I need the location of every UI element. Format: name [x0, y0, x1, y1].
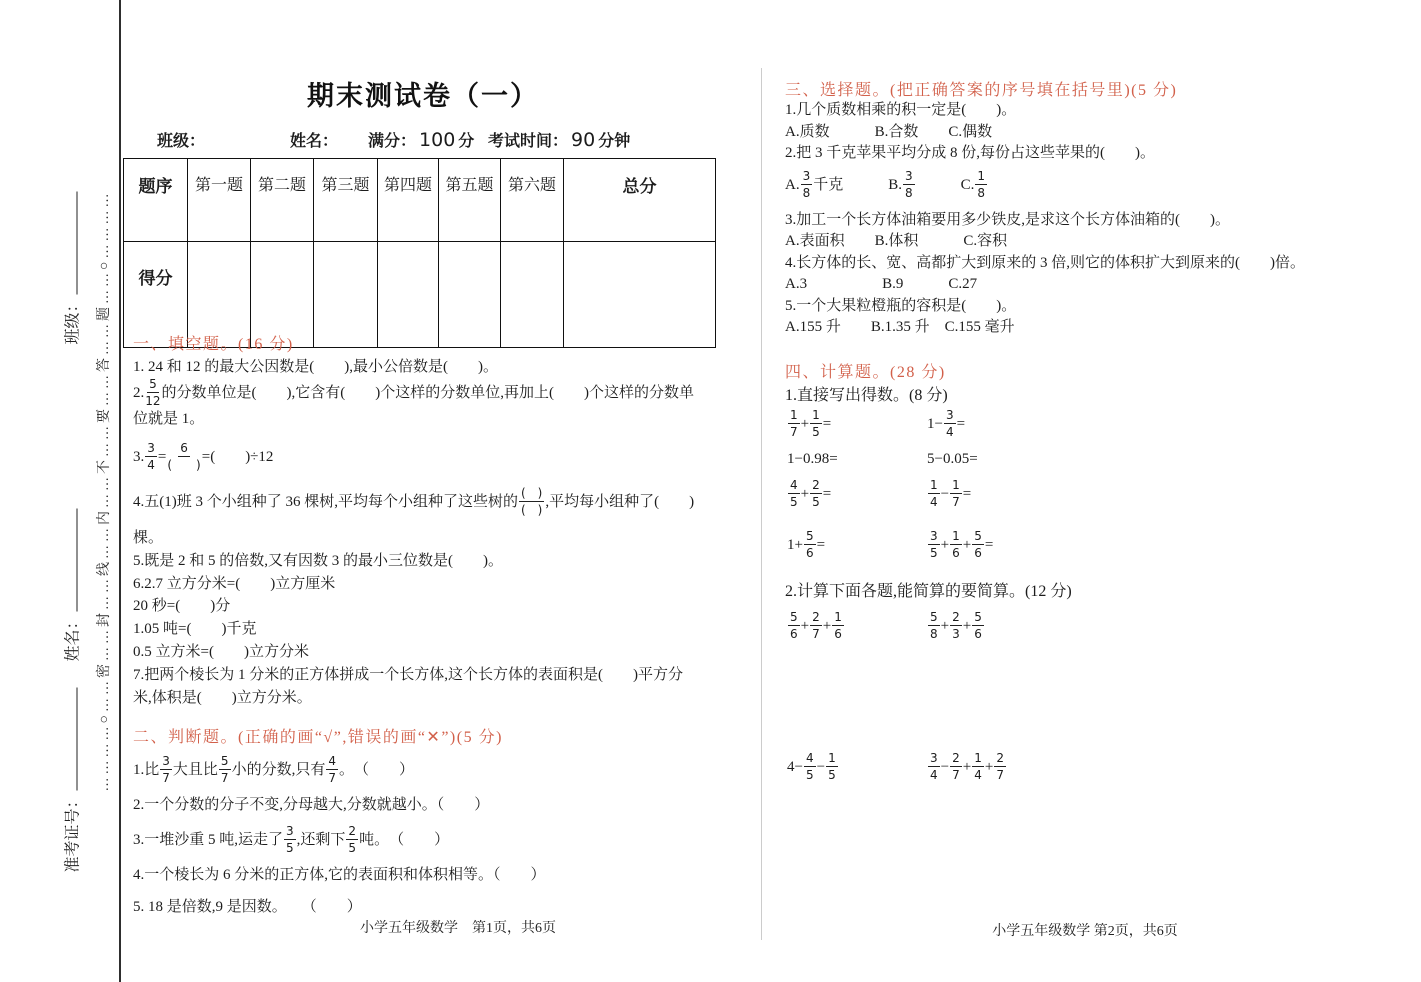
page-2 [785, 0, 1385, 982]
exam-time [488, 128, 630, 151]
fraction: $\frac{5}{8}$ [930, 610, 938, 641]
text-line: A.质数 B.合数 C.偶数 [785, 123, 993, 140]
score-table-col: 第六题 [501, 159, 564, 242]
class-label: 班级： [157, 133, 206, 150]
calc-row [787, 612, 1367, 641]
text-line: 6.2.7 立方分米=( )立方厘米 [133, 576, 336, 592]
fraction: $\frac{2}{5}$ [812, 478, 820, 509]
score-cell [378, 242, 439, 348]
score-table-col: 第四题 [378, 159, 439, 242]
math-expression: 1− $\frac{3}{4}$ = [927, 408, 966, 439]
fraction: $\frac{5}{6}$ [974, 610, 982, 641]
section4-heading: 四、计算题。(28 分) [785, 364, 946, 381]
name-label: 姓名： [290, 133, 339, 150]
exam-id-field [60, 687, 83, 872]
text-line: 位就是 1。 [133, 411, 205, 427]
section4-simplify-calculations [787, 612, 1367, 794]
text-line: A.表面积 B.体积 C.容积 [785, 233, 1008, 249]
class-blank-line [74, 191, 78, 294]
fraction: $\frac{4}{5}$ [805, 751, 814, 782]
full-score-unit: 分 [458, 133, 475, 150]
text-line: 0.5 立方米=( )立方分米 [133, 644, 309, 660]
math-expression: $\frac{5}{6}$ + $\frac{2}{7}$ + $\frac{1}{6}$ [790, 610, 842, 641]
math-expression: $\frac{4}{5}$ + $\frac{2}{5}$ = [790, 478, 832, 509]
fraction: $\frac{3}{4}$ [945, 408, 954, 439]
text-line: 2.一个分数的分子不变,分母越大,分数就越小。（ ） [133, 797, 490, 813]
fraction: $\frac{( )}{( )}$ [521, 486, 543, 517]
fraction: $\frac{1}{8}$ [977, 168, 986, 200]
exam-time-unit: 分钟 [598, 133, 631, 150]
calc-row [787, 480, 1367, 509]
fraction: $\frac{2}{3}$ [952, 610, 960, 641]
math-expression: $\frac{3}{4}$ − $\frac{2}{7}$ + $\frac{1}{4}$ + $\frac{2}{7}$ [930, 751, 1004, 782]
fraction: $\frac{3}{4}$ [147, 441, 155, 472]
score-cell [501, 242, 564, 348]
fraction: $\frac{3}{4}$ [930, 751, 938, 782]
seal-line-text: …………○……密……封……线……内……不……要……答……题……○………… [97, 190, 112, 792]
fraction: $\frac{3}{5}$ [930, 529, 938, 560]
fraction: $\frac{3}{5}$ [286, 824, 294, 855]
fraction: $\frac{2}{7}$ [996, 751, 1004, 782]
text-line: 4.一个棱长为 6 分米的正方体,它的表面积和体积相等。（ ） [133, 867, 546, 883]
text-line: 1.05 吨=( )千克 [133, 621, 257, 637]
text-line: 棵。 [133, 530, 164, 546]
fraction: $\frac{2}{7}$ [952, 751, 960, 782]
score-table-col: 第二题 [251, 159, 314, 242]
text-line: A. $\frac{3}{8}$ 千克 B. $\frac{3}{8}$ C. $\frac{1}{8}$ [785, 168, 986, 200]
text-line: 3.一堆沙重 5 吨,运走了 $\frac{3}{5}$ ,还剩下 $\frac{2}{5}$ 吨。 （ ） [133, 824, 450, 855]
text-line: A.155 升 B.1.35 升 C.155 毫升 [785, 319, 1015, 335]
fraction: $\frac{5}{7}$ [220, 754, 229, 785]
exam-id-field-label: 准考证号： [64, 792, 82, 873]
math-expression: $\frac{1}{7}$ + $\frac{1}{5}$ = [790, 408, 832, 439]
fraction: $\frac{2}{7}$ [812, 610, 820, 641]
score-table-total: 总分 [564, 159, 716, 242]
section4-sub1-label: 1.直接写出得数。(8 分) [785, 387, 948, 404]
text-line: 米,体积是( )立方分米。 [133, 690, 312, 706]
text-line: 7.把两个棱长为 1 分米的正方体拼成一个长方体,这个长方体的表面积是( )平方分 [133, 667, 683, 683]
page1-footer: 小学五年级数学 第1页，共6页 [360, 921, 556, 936]
score-table-col: 第一题 [188, 159, 251, 242]
section1-heading: 一、填空题。(16 分) [133, 336, 294, 353]
text-line: 4.五(1)班 3 个小组种了 36 棵树,平均每个小组种了这些树的 $\frac{( )}{( )}$ ,平均每小组种了( ) [133, 486, 695, 517]
math-expression: 1+ $\frac{5}{6}$ = [787, 529, 826, 560]
calc-row [787, 410, 1367, 439]
text-line: 5. 18 是倍数,9 是因数。 （ ） [133, 899, 362, 915]
fraction: $\frac{1}{5}$ [812, 408, 820, 439]
exam-title: 期末测试卷（一） [307, 81, 539, 112]
fraction: $\frac{1}{7}$ [952, 478, 960, 509]
text-line: 1.几个质数相乘的积一定是( )。 [785, 102, 1017, 118]
fraction: $\frac{5}{12}$ [145, 377, 161, 408]
seal-border-line [119, 0, 121, 982]
text-line: 5.一个大果粒橙瓶的容积是( )。 [785, 297, 1017, 314]
text-line: 4.长方体的长、宽、高都扩大到原来的 3 倍,则它的体积扩大到原来的( )倍。 [785, 254, 1305, 271]
text-line: A.3 B.9 C.27 [785, 276, 978, 292]
section1-fill-in-blanks [133, 356, 773, 711]
name-field [60, 508, 83, 661]
full-score-label: 满分： [368, 133, 417, 150]
text-line: 3. $\frac{3}{4}$ = $\frac{6}{( )}$ =( )÷12 [133, 441, 274, 472]
text-line: 3.加工一个长方体油箱要用多少铁皮,是求这个长方体油箱的( )。 [785, 211, 1230, 228]
section4-sub2-label: 2.计算下面各题,能简算的要简算。(12 分) [785, 583, 1072, 600]
fraction: $\frac{2}{5}$ [348, 824, 357, 855]
full-score-value: 100 [419, 129, 456, 151]
section2-true-false [133, 756, 773, 928]
text-line: 5.既是 2 和 5 的倍数,又有因数 3 的最小三位数是( )。 [133, 553, 503, 569]
full-score [368, 128, 474, 151]
calc-row [787, 451, 1367, 468]
fraction: $\frac{3}{8}$ [905, 168, 913, 200]
calc-row [787, 531, 1367, 560]
fraction: $\frac{4}{7}$ [328, 754, 336, 785]
name-field-label: 姓名： [64, 613, 82, 662]
score-cell [314, 242, 378, 348]
fraction: $\frac{5}{6}$ [805, 529, 814, 560]
score-table [123, 158, 716, 348]
fraction: $\frac{1}{6}$ [952, 529, 960, 560]
name-blank-line [74, 508, 78, 611]
math-expression: 1−0.98= [787, 451, 838, 467]
fraction: $\frac{1}{7}$ [790, 408, 798, 439]
text-line: 2. $\frac{5}{12}$ 的分数单位是( ),它含有( )个这样的分数单位,再加上( )个这样的分数单 [133, 377, 695, 408]
section2-heading: 二、判断题。(正确的画“√”,错误的画“✕”)(5 分) [133, 729, 503, 746]
exam-time-label: 考试时间： [488, 133, 569, 150]
page-1 [123, 0, 763, 982]
exam-id-blank-line [74, 687, 78, 790]
page2-footer: 小学五年级数学 第2页，共6页 [992, 924, 1178, 939]
fraction: $\frac{3}{8}$ [802, 168, 811, 200]
calc-row [787, 753, 1367, 782]
fraction: $\frac{3}{7}$ [162, 754, 170, 785]
section4-direct-calculations [787, 410, 1367, 572]
exam-info-row [123, 128, 745, 152]
math-expression: 5−0.05= [927, 451, 978, 467]
exam-time-value: 90 [571, 129, 596, 151]
score-table-corner: 题序 [124, 159, 188, 242]
fraction: $\frac{4}{5}$ [790, 478, 798, 509]
fraction: $\frac{1}{6}$ [834, 610, 842, 641]
page-divider-line [761, 68, 762, 940]
math-expression: $\frac{3}{5}$ + $\frac{1}{6}$ + $\frac{5}{6}$ = [930, 529, 994, 560]
score-cell [439, 242, 501, 348]
text-line: 1. 24 和 12 的最大公因数是( ),最小公倍数是( )。 [133, 359, 498, 375]
fraction: $\frac{5}{6}$ [790, 610, 798, 641]
math-expression: 4− $\frac{4}{5}$ − $\frac{1}{5}$ [787, 751, 836, 782]
text-line: 20 秒=( )分 [133, 598, 231, 614]
fraction: $\frac{5}{6}$ [974, 529, 982, 560]
math-expression: $\frac{1}{4}$ − $\frac{1}{7}$ = [930, 478, 972, 509]
class-field [60, 191, 83, 344]
fraction: $\frac{6}{( )}$ [167, 441, 201, 472]
text-line: 2.把 3 千克苹果平均分成 8 份,每份占这些苹果的( )。 [785, 145, 1155, 161]
section3-heading: 三、选择题。(把正确答案的序号填在括号里)(5 分) [785, 82, 1178, 99]
section3-multiple-choice [785, 100, 1421, 339]
score-table-col: 第五题 [439, 159, 501, 242]
score-cell [564, 242, 716, 348]
math-expression: $\frac{5}{8}$ + $\frac{2}{3}$ + $\frac{5}{6}$ [930, 610, 982, 641]
fraction: $\frac{1}{4}$ [930, 478, 938, 509]
text-line: 1.比 $\frac{3}{7}$ 大且比 $\frac{5}{7}$ 小的分数,只有 $\frac{4}{7}$ 。 （ ） [133, 754, 414, 785]
class-field-label: 班级： [64, 296, 82, 345]
score-table-col: 第三题 [314, 159, 378, 242]
fraction: $\frac{1}{4}$ [974, 751, 982, 782]
score-row-label: 得分 [124, 242, 188, 348]
fraction: $\frac{1}{5}$ [828, 751, 836, 782]
